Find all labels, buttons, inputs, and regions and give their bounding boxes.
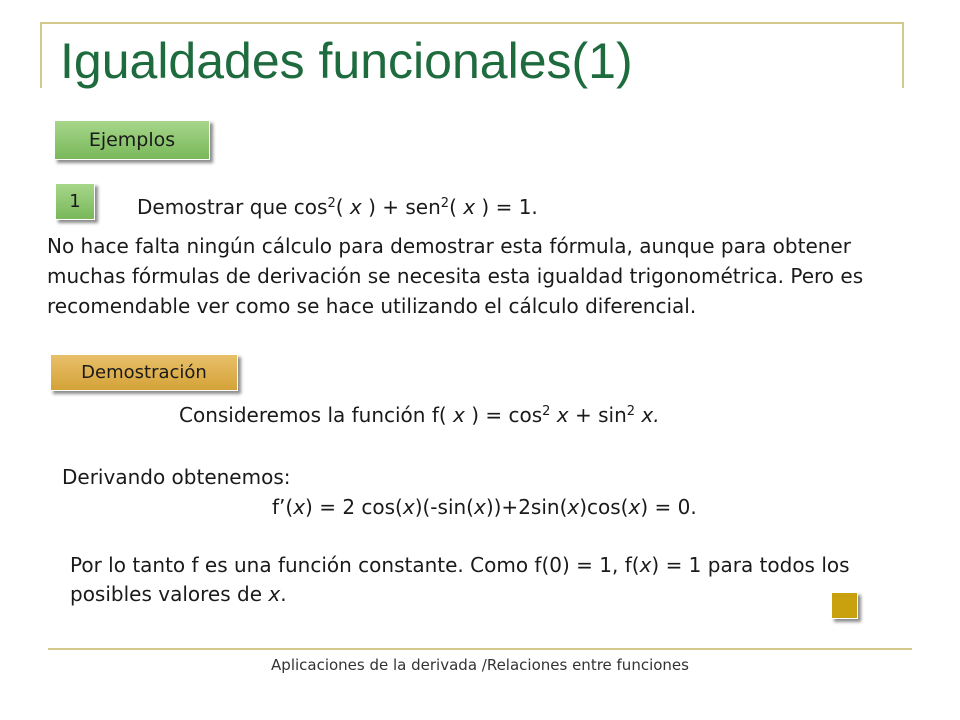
end-of-proof-button[interactable] <box>831 592 858 619</box>
example-number-button[interactable] <box>55 183 95 220</box>
ejemplos-button[interactable] <box>54 120 210 160</box>
page-title: Igualdades funcionales(1) <box>60 33 633 89</box>
frame-left-line <box>40 22 42 88</box>
footer-text: Aplicaciones de la derivada /Relaciones entre funciones <box>271 656 689 674</box>
demostracion-label: Demostración <box>81 362 207 383</box>
demostracion-button[interactable] <box>50 354 238 391</box>
conclusion-paragraph: Por lo tanto f es una función constante. Como f(0) = 1, f(x) = 1 para todos los posibles valores de x. <box>70 553 850 606</box>
problem-statement: Demostrar que $\cos^2$( x ) + sen$^2$( x ) = 1. <box>137 195 538 219</box>
function-definition: Consideremos la función f( x ) = $\cos^2 x + \sin^2 x$. <box>179 403 660 427</box>
footer-divider <box>48 648 912 650</box>
frame-top-line <box>40 22 904 24</box>
derivation-equation: f’(x) = 2 cos(x)(-sin(x))+2sin(x)cos(x) = 0. <box>272 495 697 519</box>
ejemplos-label: Ejemplos <box>88 129 176 151</box>
explanation-paragraph: No hace falta ningún cálculo para demostrar esta fórmula, aunque para obtener muchas fórmulas de derivación se necesita esta igualdad trigonométrica. Pero es recomendable ver como se hace utilizando el cálculo diferencial. <box>47 234 864 318</box>
frame-right-line <box>902 22 904 88</box>
derivation-label: Derivando obtenemos: <box>62 465 291 489</box>
example-number-label: 1 <box>69 191 81 212</box>
